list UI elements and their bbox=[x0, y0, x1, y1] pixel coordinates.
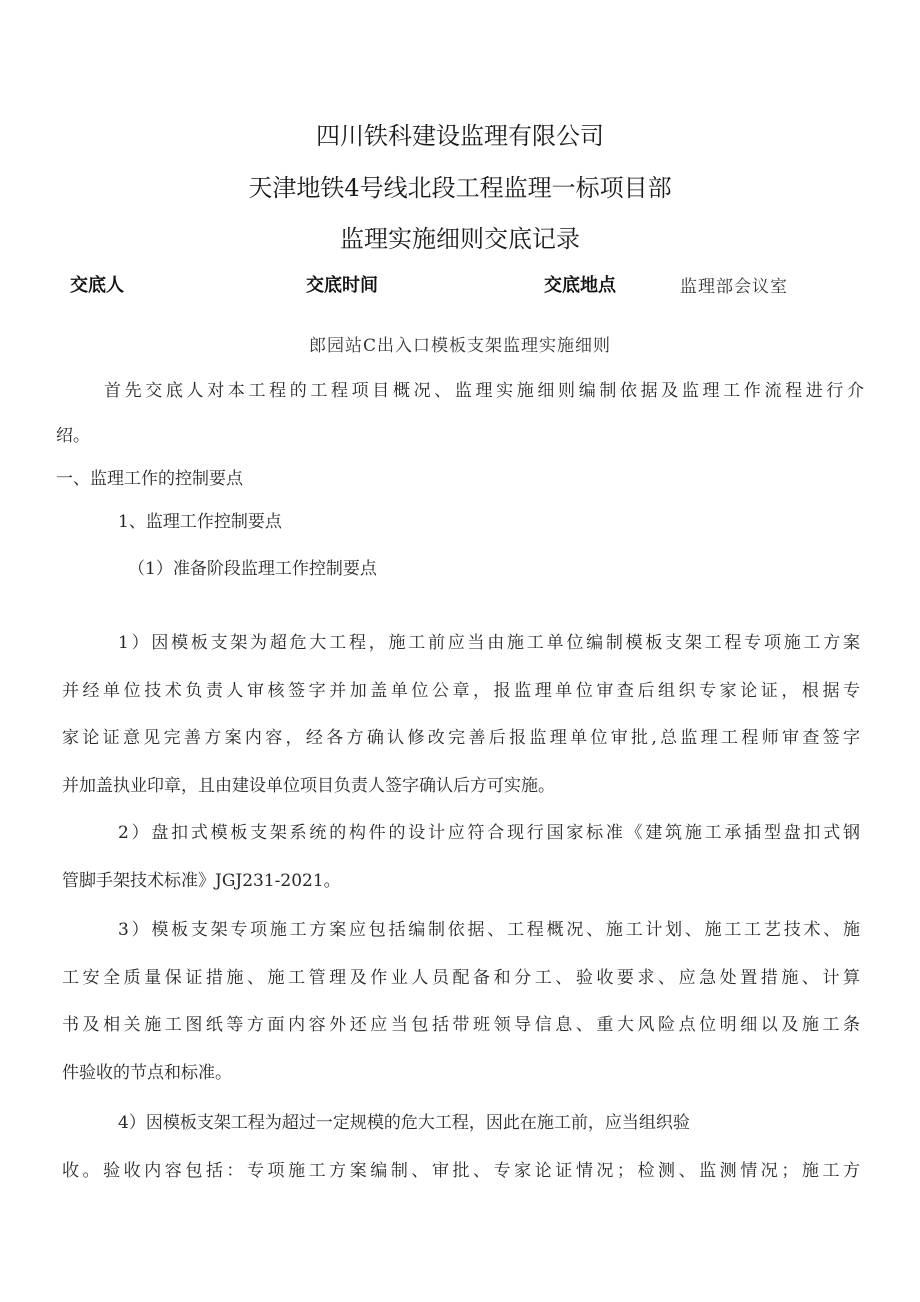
body-line: 管脚手架技术标准》JGJ231-2021。 bbox=[62, 871, 341, 891]
body-line: 工安全质量保证措施、施工管理及作业人员配备和分工、验收要求、应急处置措施、计算 bbox=[62, 968, 860, 988]
body-line: 件验收的节点和标准。 bbox=[62, 1063, 232, 1083]
body-line: 收。验收内容包括：专项施工方案编制、审批、专家论证情况；检测、监测情况；施工方 bbox=[62, 1161, 860, 1181]
location-value: 监理部会议室 bbox=[680, 277, 788, 297]
document-subtitle: 郎园站C出入口模板支架监理实施细则 bbox=[308, 336, 611, 356]
body-line: 首先交底人对本工程的工程项目概况、监理实施细则编制依据及监理工作流程进行介 bbox=[104, 381, 864, 401]
subsection-heading: 1、监理工作控制要点 bbox=[118, 512, 282, 532]
body-line: 4）因模板支架工程为超过一定规模的危大工程，因此在施工前，应当组织验 bbox=[118, 1113, 690, 1133]
presenter-label: 交底人 bbox=[70, 275, 124, 296]
section-heading: 一、监理工作的控制要点 bbox=[56, 469, 243, 489]
record-title: 监理实施细则交底记录 bbox=[340, 225, 580, 253]
body-line: 家论证意见完善方案内容，经各方确认修改完善后报监理单位审批,总监理工程师审查签字 bbox=[62, 728, 860, 748]
body-line: 并加盖执业印章，且由建设单位项目负责人签字确认后方可实施。 bbox=[62, 776, 555, 796]
body-line: 2）盘扣式模板支架系统的构件的设计应符合现行国家标准《建筑施工承插型盘扣式钢 bbox=[118, 823, 860, 843]
body-line: 1）因模板支架为超危大工程，施工前应当由施工单位编制模板支架工程专项施工方案 bbox=[118, 633, 860, 653]
project-title: 天津地铁4号线北段工程监理一标项目部 bbox=[248, 174, 672, 202]
time-label: 交底时间 bbox=[306, 275, 378, 296]
body-line: 书及相关施工图纸等方面内容外还应当包括带班领导信息、重大风险点位明细以及施工条 bbox=[62, 1015, 860, 1035]
body-line: 绍。 bbox=[56, 426, 90, 446]
location-label: 交底地点 bbox=[544, 275, 616, 296]
subsection-heading: （1）准备阶段监理工作控制要点 bbox=[128, 559, 377, 579]
body-line: 并经单位技术负责人审核签字并加盖单位公章，报监理单位审查后组织专家论证，根据专 bbox=[62, 681, 860, 701]
company-title: 四川铁科建设监理有限公司 bbox=[316, 122, 604, 150]
body-line: 3）模板支架专项施工方案应包括编制依据、工程概况、施工计划、施工工艺技术、施 bbox=[118, 920, 860, 940]
